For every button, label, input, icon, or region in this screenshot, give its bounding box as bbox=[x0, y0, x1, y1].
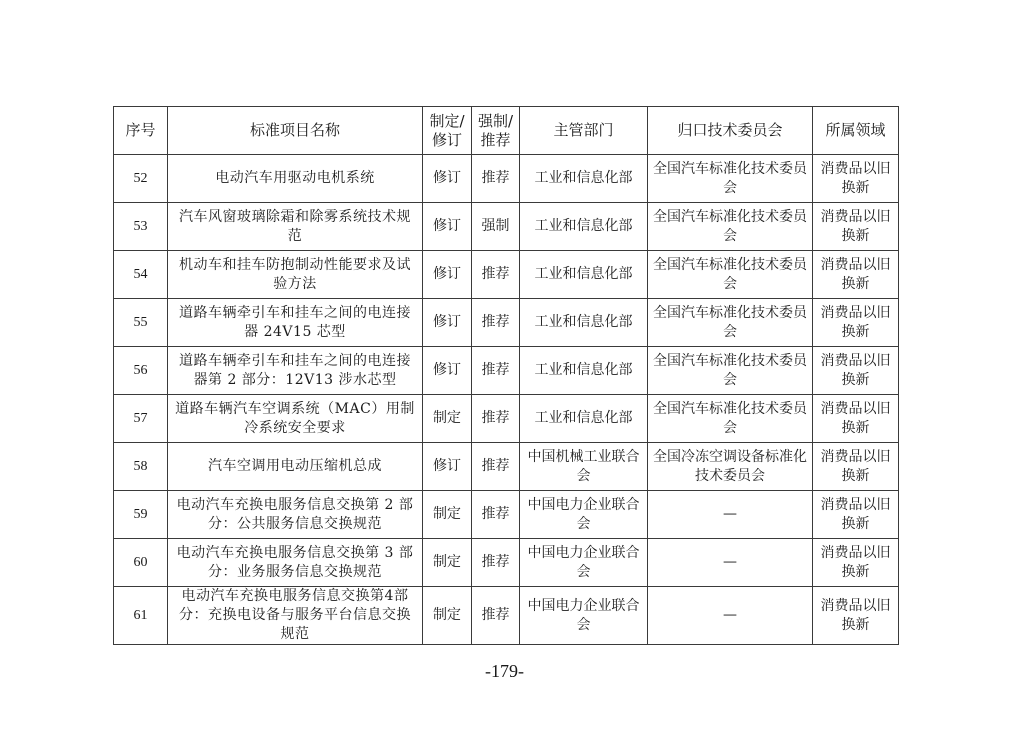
cell-no: 58 bbox=[114, 443, 168, 491]
header-name: 标准项目名称 bbox=[168, 107, 423, 155]
cell-dept: 工业和信息化部 bbox=[520, 299, 648, 347]
cell-force: 推荐 bbox=[472, 395, 520, 443]
cell-dept: 工业和信息化部 bbox=[520, 251, 648, 299]
cell-field: 消费品以旧换新 bbox=[813, 251, 899, 299]
header-no: 序号 bbox=[114, 107, 168, 155]
cell-committee: — bbox=[648, 539, 813, 587]
header-type: 制定/修订 bbox=[423, 107, 472, 155]
cell-committee: 全国汽车标准化技术委员会 bbox=[648, 347, 813, 395]
cell-field: 消费品以旧换新 bbox=[813, 347, 899, 395]
cell-force: 推荐 bbox=[472, 443, 520, 491]
cell-dept: 中国电力企业联合会 bbox=[520, 491, 648, 539]
cell-committee: 全国汽车标准化技术委员会 bbox=[648, 395, 813, 443]
table-row bbox=[114, 155, 899, 203]
table-row bbox=[114, 491, 899, 539]
cell-no: 54 bbox=[114, 251, 168, 299]
table-row bbox=[114, 395, 899, 443]
cell-type: 修订 bbox=[423, 251, 472, 299]
cell-type: 修订 bbox=[423, 155, 472, 203]
cell-dept: 工业和信息化部 bbox=[520, 203, 648, 251]
cell-no: 56 bbox=[114, 347, 168, 395]
cell-force: 推荐 bbox=[472, 347, 520, 395]
cell-no: 53 bbox=[114, 203, 168, 251]
cell-field: 消费品以旧换新 bbox=[813, 491, 899, 539]
cell-committee: — bbox=[648, 491, 813, 539]
cell-name: 道路车辆牵引车和挂车之间的电连接器第 2 部分：12V13 涉水芯型 bbox=[168, 347, 423, 395]
table-row bbox=[114, 443, 899, 491]
cell-dept: 中国电力企业联合会 bbox=[520, 539, 648, 587]
cell-force: 推荐 bbox=[472, 155, 520, 203]
header-committee: 归口技术委员会 bbox=[648, 107, 813, 155]
cell-no: 60 bbox=[114, 539, 168, 587]
table-row bbox=[114, 203, 899, 251]
cell-name: 电动汽车充换电服务信息交换第 2 部分：公共服务信息交换规范 bbox=[168, 491, 423, 539]
table-header-row bbox=[114, 107, 899, 155]
cell-dept: 工业和信息化部 bbox=[520, 155, 648, 203]
cell-force: 强制 bbox=[472, 203, 520, 251]
cell-name: 汽车风窗玻璃除霜和除雾系统技术规范 bbox=[168, 203, 423, 251]
cell-type: 制定 bbox=[423, 539, 472, 587]
cell-committee: 全国冷冻空调设备标准化技术委员会 bbox=[648, 443, 813, 491]
table-row bbox=[114, 539, 899, 587]
cell-dept: 工业和信息化部 bbox=[520, 347, 648, 395]
cell-force: 推荐 bbox=[472, 587, 520, 645]
cell-force: 推荐 bbox=[472, 251, 520, 299]
header-dept: 主管部门 bbox=[520, 107, 648, 155]
cell-type: 修订 bbox=[423, 299, 472, 347]
cell-force: 推荐 bbox=[472, 539, 520, 587]
cell-type: 制定 bbox=[423, 491, 472, 539]
cell-dept: 中国电力企业联合会 bbox=[520, 587, 648, 645]
cell-type: 修订 bbox=[423, 203, 472, 251]
cell-no: 52 bbox=[114, 155, 168, 203]
cell-name: 道路车辆牵引车和挂车之间的电连接器 24V15 芯型 bbox=[168, 299, 423, 347]
cell-committee: — bbox=[648, 587, 813, 645]
cell-no: 57 bbox=[114, 395, 168, 443]
table-row bbox=[114, 299, 899, 347]
cell-name: 电动汽车充换电服务信息交换第 3 部分：业务服务信息交换规范 bbox=[168, 539, 423, 587]
cell-field: 消费品以旧换新 bbox=[813, 155, 899, 203]
cell-type: 修订 bbox=[423, 443, 472, 491]
cell-no: 55 bbox=[114, 299, 168, 347]
cell-field: 消费品以旧换新 bbox=[813, 443, 899, 491]
cell-field: 消费品以旧换新 bbox=[813, 587, 899, 645]
page-number: -179- bbox=[485, 661, 524, 681]
cell-no: 61 bbox=[114, 587, 168, 645]
cell-committee: 全国汽车标准化技术委员会 bbox=[648, 155, 813, 203]
cell-force: 推荐 bbox=[472, 491, 520, 539]
cell-type: 制定 bbox=[423, 587, 472, 645]
cell-committee: 全国汽车标准化技术委员会 bbox=[648, 299, 813, 347]
cell-name: 电动汽车用驱动电机系统 bbox=[168, 155, 423, 203]
cell-name: 机动车和挂车防抱制动性能要求及试验方法 bbox=[168, 251, 423, 299]
cell-type: 修订 bbox=[423, 347, 472, 395]
cell-no: 59 bbox=[114, 491, 168, 539]
cell-dept: 中国机械工业联合会 bbox=[520, 443, 648, 491]
cell-type: 制定 bbox=[423, 395, 472, 443]
cell-field: 消费品以旧换新 bbox=[813, 299, 899, 347]
cell-committee: 全国汽车标准化技术委员会 bbox=[648, 251, 813, 299]
cell-name: 汽车空调用电动压缩机总成 bbox=[168, 443, 423, 491]
cell-dept: 工业和信息化部 bbox=[520, 395, 648, 443]
cell-name: 电动汽车充换电服务信息交换第4部分：充换电设备与服务平台信息交换规范 bbox=[168, 587, 423, 645]
header-field: 所属领域 bbox=[813, 107, 899, 155]
cell-field: 消费品以旧换新 bbox=[813, 395, 899, 443]
table-row bbox=[114, 587, 899, 645]
cell-committee: 全国汽车标准化技术委员会 bbox=[648, 203, 813, 251]
cell-force: 推荐 bbox=[472, 299, 520, 347]
table-row bbox=[114, 251, 899, 299]
cell-field: 消费品以旧换新 bbox=[813, 203, 899, 251]
cell-name: 道路车辆汽车空调系统（MAC）用制冷系统安全要求 bbox=[168, 395, 423, 443]
header-force: 强制/推荐 bbox=[472, 107, 520, 155]
table-row bbox=[114, 347, 899, 395]
cell-field: 消费品以旧换新 bbox=[813, 539, 899, 587]
standards-table bbox=[113, 106, 899, 645]
